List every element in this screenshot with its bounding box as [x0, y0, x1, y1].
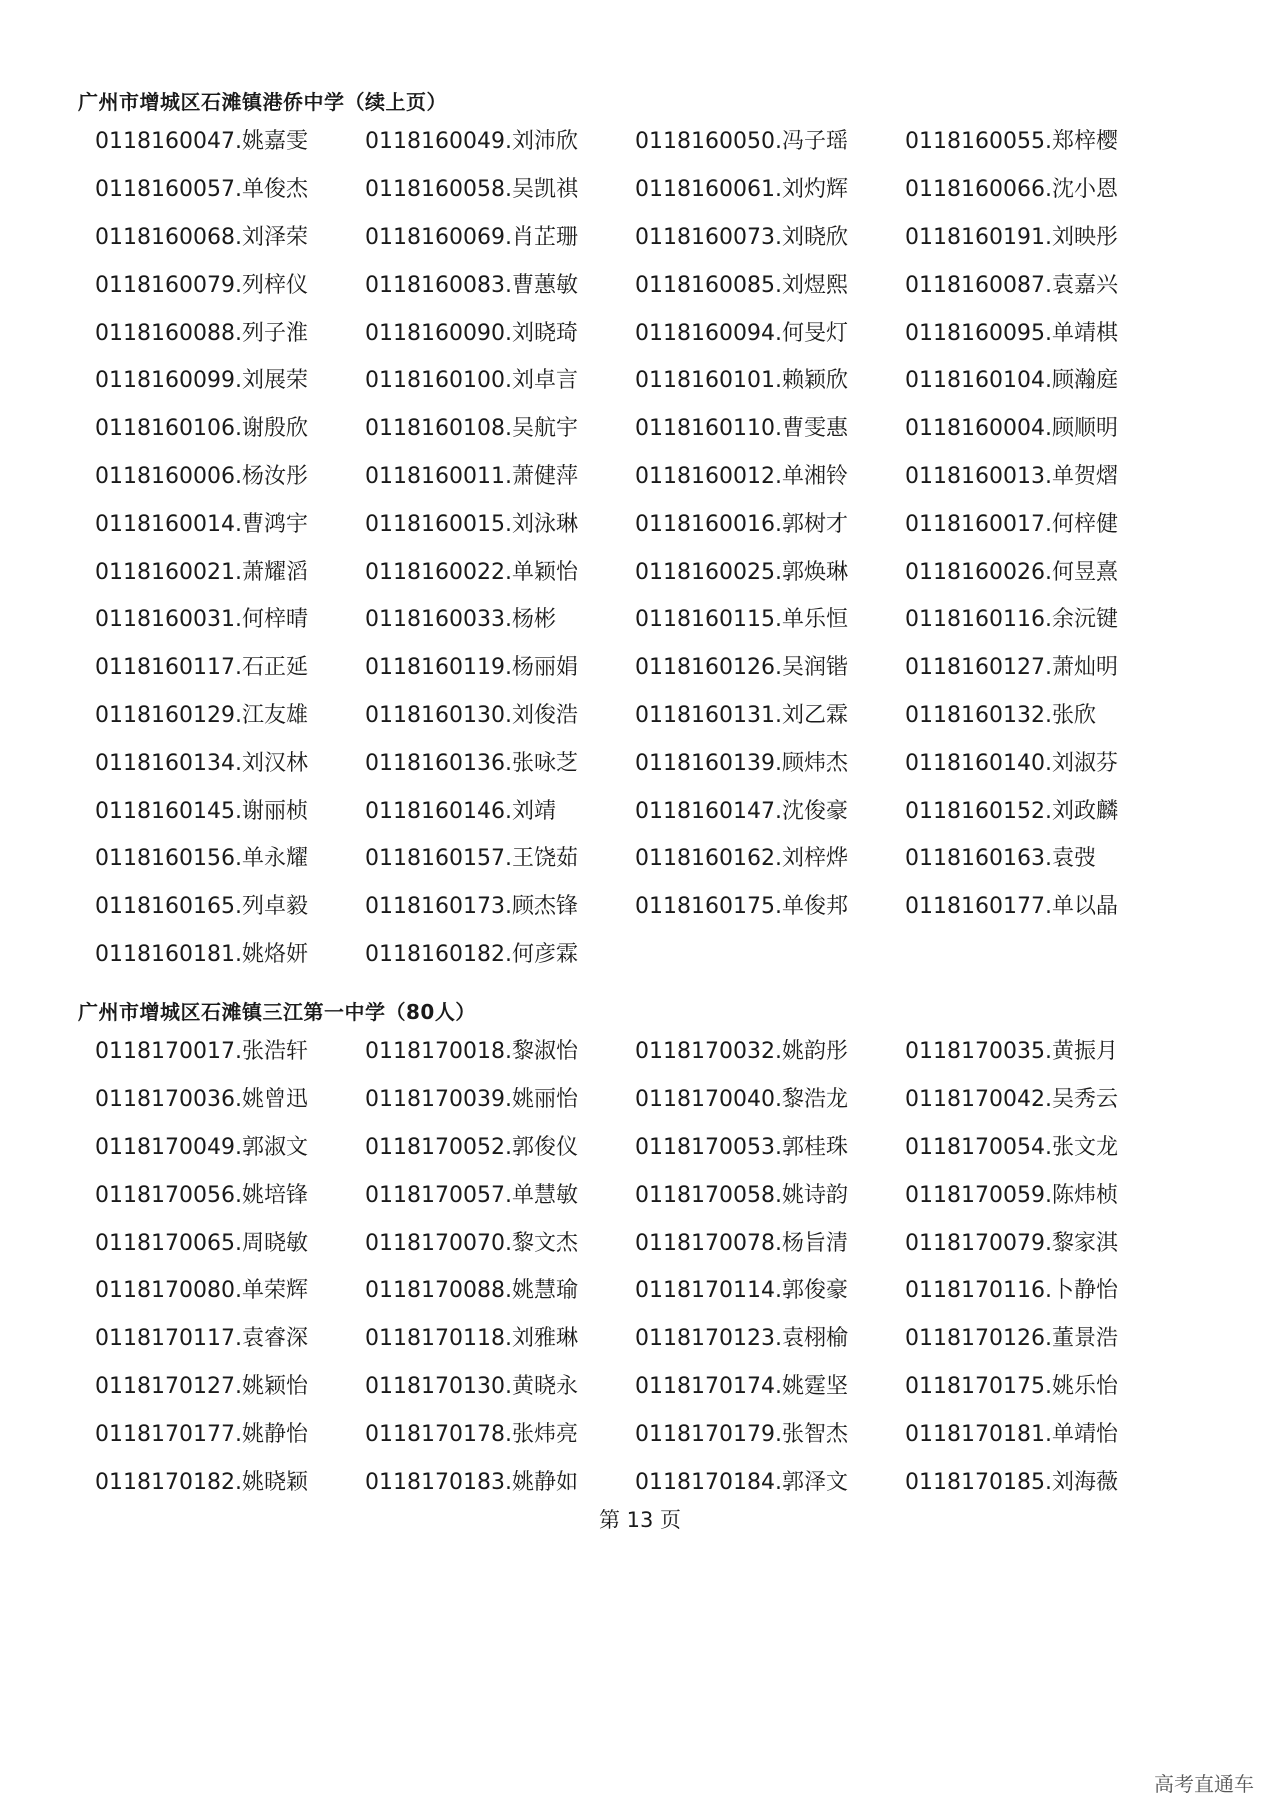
student-entry: 0118170078.杨旨清: [635, 1230, 848, 1256]
student-entry: 0118160011.萧健萍: [365, 463, 578, 489]
student-entry: 0118170174.姚霆坚: [635, 1373, 848, 1399]
student-entry: 0118160021.萧耀滔: [95, 559, 308, 585]
student-entry: 0118170181.单靖怡: [905, 1421, 1118, 1447]
student-entry: 0118170040.黎浩龙: [635, 1087, 848, 1113]
student-entry: 0118160055.郑梓樱: [905, 129, 1118, 155]
student-entry: 0118160104.顾瀚庭: [905, 368, 1118, 394]
student-entry: 0118160157.王饶茹: [365, 846, 578, 872]
entry-row: [95, 1265, 1215, 1313]
entry-row: [95, 642, 1215, 690]
student-entry: 0118160140.刘淑芬: [905, 750, 1118, 776]
page-number: 第 13 页: [598, 1508, 682, 1532]
entry-row: [95, 929, 1215, 977]
student-entry: 0118160162.刘梓烨: [635, 846, 848, 872]
student-entry: 0118160047.姚嘉雯: [95, 129, 308, 155]
entry-row: [95, 737, 1215, 785]
student-entry: 0118160033.杨彬: [365, 607, 556, 633]
student-entry: 0118160130.刘俊浩: [365, 702, 578, 728]
student-entry: 0118160012.单湘铃: [635, 463, 848, 489]
student-entry: 0118170183.姚静如: [365, 1469, 578, 1495]
student-entry: 0118160006.杨汝彤: [95, 463, 308, 489]
entry-row: [95, 1313, 1215, 1361]
student-entry: 0118160110.曹雯惠: [635, 416, 848, 442]
student-entry: 0118170032.姚韵彤: [635, 1039, 848, 1065]
student-entry: 0118160100.刘卓言: [365, 368, 578, 394]
student-entry: 0118160068.刘泽荣: [95, 224, 308, 250]
student-entry: 0118170054.张文龙: [905, 1134, 1118, 1160]
student-entry: 0118160057.单俊杰: [95, 177, 308, 203]
student-entry: 0118160022.单颖怡: [365, 559, 578, 585]
name-list-sanjiang: [95, 1026, 1215, 1504]
student-entry: 0118170117.袁睿深: [95, 1326, 308, 1352]
entry-row: [95, 1408, 1215, 1456]
entry-row: [95, 1074, 1215, 1122]
student-entry: 0118160069.肖芷珊: [365, 224, 578, 250]
student-entry: 0118160090.刘晓琦: [365, 320, 578, 346]
student-entry: 0118170175.姚乐怡: [905, 1373, 1118, 1399]
student-entry: 0118160126.吴润锴: [635, 655, 848, 681]
entry-row: [95, 1122, 1215, 1170]
student-entry: 0118170185.刘海薇: [905, 1469, 1118, 1495]
entry-row: [95, 212, 1215, 260]
student-entry: 0118160117.石正延: [95, 655, 308, 681]
entry-row: [95, 355, 1215, 403]
student-entry: 0118170036.姚曾迅: [95, 1087, 308, 1113]
student-entry: 0118160156.单永耀: [95, 846, 308, 872]
student-entry: 0118160088.列子淮: [95, 320, 308, 346]
student-entry: 0118160050.冯子瑶: [635, 129, 848, 155]
entry-row: [95, 403, 1215, 451]
student-entry: 0118170056.姚培锋: [95, 1182, 308, 1208]
student-entry: 0118170017.张浩轩: [95, 1039, 308, 1065]
student-entry: 0118170178.张炜亮: [365, 1421, 578, 1447]
student-entry: 0118170053.郭桂珠: [635, 1134, 848, 1160]
student-entry: 0118170052.郭俊仪: [365, 1134, 578, 1160]
student-entry: 0118170123.袁栩榆: [635, 1326, 848, 1352]
student-entry: 0118170065.周晓敏: [95, 1230, 308, 1256]
student-entry: 0118160016.郭树才: [635, 511, 848, 537]
student-entry: 0118170070.黎文杰: [365, 1230, 578, 1256]
student-entry: 0118170058.姚诗韵: [635, 1182, 848, 1208]
student-entry: 0118160073.刘晓欣: [635, 224, 848, 250]
student-entry: 0118170035.黄振月: [905, 1039, 1118, 1065]
student-entry: 0118160136.张咏芝: [365, 750, 578, 776]
student-entry: 0118160025.郭焕琳: [635, 559, 848, 585]
student-entry: 0118160165.列卓毅: [95, 894, 308, 920]
student-entry: 0118170042.吴秀云: [905, 1087, 1118, 1113]
student-entry: 0118160099.刘展荣: [95, 368, 308, 394]
student-entry: 0118160026.何昱熹: [905, 559, 1118, 585]
student-entry: 0118160014.曹鸿宇: [95, 511, 308, 537]
student-entry: 0118160013.单贺熠: [905, 463, 1118, 489]
student-entry: 0118170116.卜静怡: [905, 1278, 1118, 1304]
student-entry: 0118160017.何梓健: [905, 511, 1118, 537]
entry-row: [95, 498, 1215, 546]
entry-row: [95, 1456, 1215, 1504]
student-entry: 0118170018.黎淑怡: [365, 1039, 578, 1065]
student-entry: 0118160191.刘映彤: [905, 224, 1118, 250]
student-entry: 0118160079.列梓仪: [95, 272, 308, 298]
entry-row: [95, 594, 1215, 642]
student-entry: 0118160177.单以晶: [905, 894, 1118, 920]
student-entry: 0118160131.刘乙霖: [635, 702, 848, 728]
entry-row: [95, 164, 1215, 212]
student-entry: 0118170179.张智杰: [635, 1421, 848, 1447]
student-entry: 0118170114.郭俊豪: [635, 1278, 848, 1304]
student-entry: 0118160083.曹蕙敏: [365, 272, 578, 298]
student-entry: 0118160061.刘灼辉: [635, 177, 848, 203]
entry-row: [95, 1217, 1215, 1265]
student-entry: 0118160134.刘汉林: [95, 750, 308, 776]
student-entry: 0118160139.顾炜杰: [635, 750, 848, 776]
student-entry: 0118170127.姚颖怡: [95, 1373, 308, 1399]
entry-row: [95, 546, 1215, 594]
student-entry: 0118160066.沈小恩: [905, 177, 1118, 203]
watermark: 高考直通车: [1154, 1772, 1254, 1796]
student-entry: 0118160147.沈俊豪: [635, 798, 848, 824]
student-entry: 0118170118.刘雅琳: [365, 1326, 578, 1352]
student-entry: 0118160004.顾顺明: [905, 416, 1118, 442]
student-entry: 0118160182.何彦霖: [365, 941, 578, 967]
student-entry: 0118170039.姚丽怡: [365, 1087, 578, 1113]
entry-row: [95, 1026, 1215, 1074]
student-entry: 0118170057.单慧敏: [365, 1182, 578, 1208]
student-entry: 0118160173.顾杰锋: [365, 894, 578, 920]
student-entry: 0118170130.黄晓永: [365, 1373, 578, 1399]
student-entry: 0118160015.刘泳琳: [365, 511, 578, 537]
name-list-gangqiao: [95, 116, 1215, 976]
entry-row: [95, 259, 1215, 307]
entry-row: [95, 881, 1215, 929]
student-entry: 0118170079.黎家淇: [905, 1230, 1118, 1256]
student-entry: 0118160175.单俊邦: [635, 894, 848, 920]
student-entry: 0118160031.何梓晴: [95, 607, 308, 633]
student-entry: 0118170088.姚慧瑜: [365, 1278, 578, 1304]
student-entry: 0118160116.余沅键: [905, 607, 1118, 633]
student-entry: 0118170184.郭泽文: [635, 1469, 848, 1495]
student-entry: 0118160087.袁嘉兴: [905, 272, 1118, 298]
student-entry: 0118160058.吴凯祺: [365, 177, 578, 203]
student-entry: 0118160145.谢丽桢: [95, 798, 308, 824]
section-title-gangqiao: 广州市增城区石滩镇港侨中学（续上页）: [78, 90, 447, 114]
student-entry: 0118160095.单靖棋: [905, 320, 1118, 346]
entry-row: [95, 690, 1215, 738]
student-entry: 0118160163.袁弢: [905, 846, 1096, 872]
entry-row: [95, 1169, 1215, 1217]
student-entry: 0118160146.刘靖: [365, 798, 556, 824]
entry-row: [95, 1361, 1215, 1409]
student-entry: 0118160108.吴航宇: [365, 416, 578, 442]
section-title-sanjiang: 广州市增城区石滩镇三江第一中学（80人）: [78, 1000, 476, 1024]
entry-row: [95, 785, 1215, 833]
student-entry: 0118160152.刘政麟: [905, 798, 1118, 824]
student-entry: 0118160049.刘沛欣: [365, 129, 578, 155]
entry-row: [95, 307, 1215, 355]
student-entry: 0118160085.刘煜熙: [635, 272, 848, 298]
student-entry: 0118170177.姚静怡: [95, 1421, 308, 1447]
student-entry: 0118160132.张欣: [905, 702, 1096, 728]
student-entry: 0118170059.陈炜桢: [905, 1182, 1118, 1208]
student-entry: 0118160127.萧灿明: [905, 655, 1118, 681]
entry-row: [95, 116, 1215, 164]
student-entry: 0118160129.江友雄: [95, 702, 308, 728]
student-entry: 0118170080.单荣辉: [95, 1278, 308, 1304]
student-entry: 0118160181.姚烙妍: [95, 941, 308, 967]
student-entry: 0118160106.谢殷欣: [95, 416, 308, 442]
student-entry: 0118170126.董景浩: [905, 1326, 1118, 1352]
student-entry: 0118170182.姚晓颖: [95, 1469, 308, 1495]
student-entry: 0118160115.单乐恒: [635, 607, 848, 633]
student-entry: 0118160119.杨丽娟: [365, 655, 578, 681]
student-entry: 0118160101.赖颖欣: [635, 368, 848, 394]
entry-row: [95, 451, 1215, 499]
student-entry: 0118170049.郭淑文: [95, 1134, 308, 1160]
student-entry: 0118160094.何旻灯: [635, 320, 848, 346]
entry-row: [95, 833, 1215, 881]
